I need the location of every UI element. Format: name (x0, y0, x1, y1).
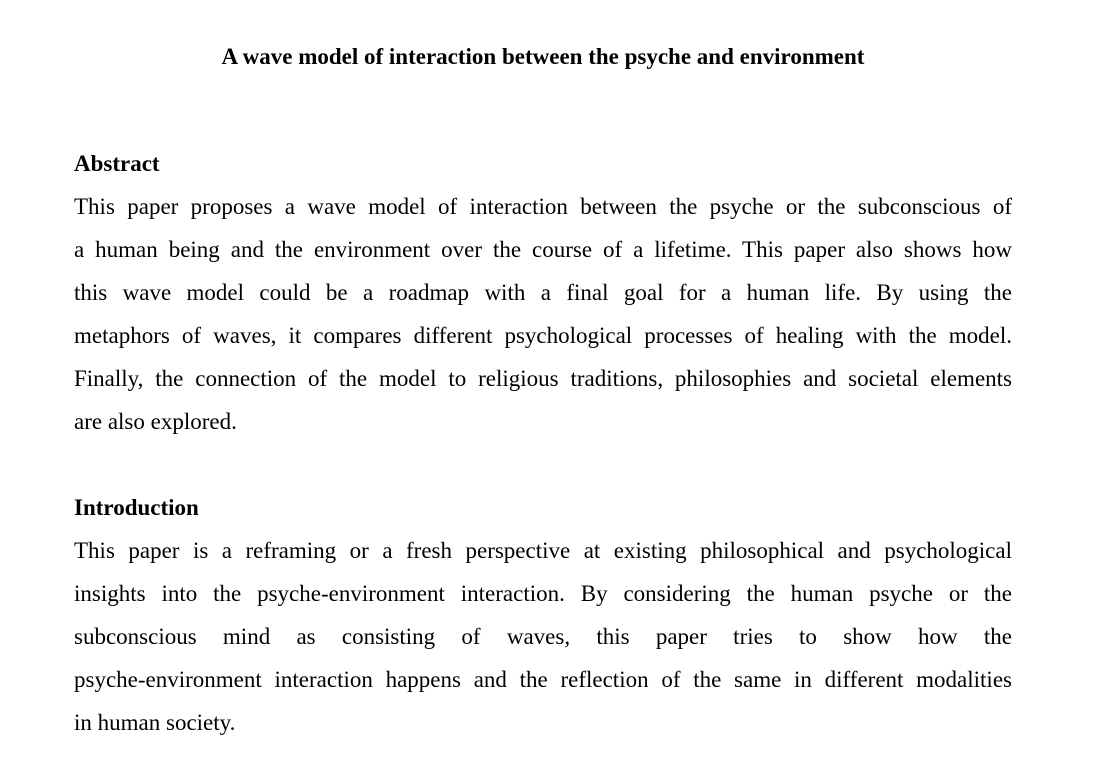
abstract-heading: Abstract (74, 151, 160, 176)
introduction-line: insights into the psyche-environment interaction. By considering the human psyche or the (74, 581, 1012, 606)
abstract-paragraph (74, 185, 1012, 443)
introduction-heading: Introduction (74, 495, 199, 520)
introduction-section (74, 492, 1012, 744)
paper-title: A wave model of interaction between the psyche and environment (221, 44, 865, 69)
introduction-line: This paper is a reframing or a fresh perspective at existing philosophical and psychological (74, 538, 1012, 563)
abstract-section (74, 148, 1012, 443)
abstract-line: this wave model could be a roadmap with a final goal for a human life. By using the (74, 280, 1012, 305)
introduction-line: in human society. (74, 710, 236, 735)
abstract-line: This paper proposes a wave model of interaction between the psyche or the subconscious of (74, 194, 1012, 219)
introduction-line: psyche-environment interaction happens and the reflection of the same in different modalities (74, 667, 1012, 692)
abstract-line: a human being and the environment over the course of a lifetime. This paper also shows how (74, 237, 1012, 262)
introduction-paragraph (74, 529, 1012, 744)
abstract-line: are also explored. (74, 409, 237, 434)
abstract-line: metaphors of waves, it compares different psychological processes of healing with the model. (74, 323, 1012, 348)
introduction-line: subconscious mind as consisting of waves, this paper tries to show how the (74, 624, 1012, 649)
abstract-line: Finally, the connection of the model to religious traditions, philosophies and societal elements (74, 366, 1012, 391)
